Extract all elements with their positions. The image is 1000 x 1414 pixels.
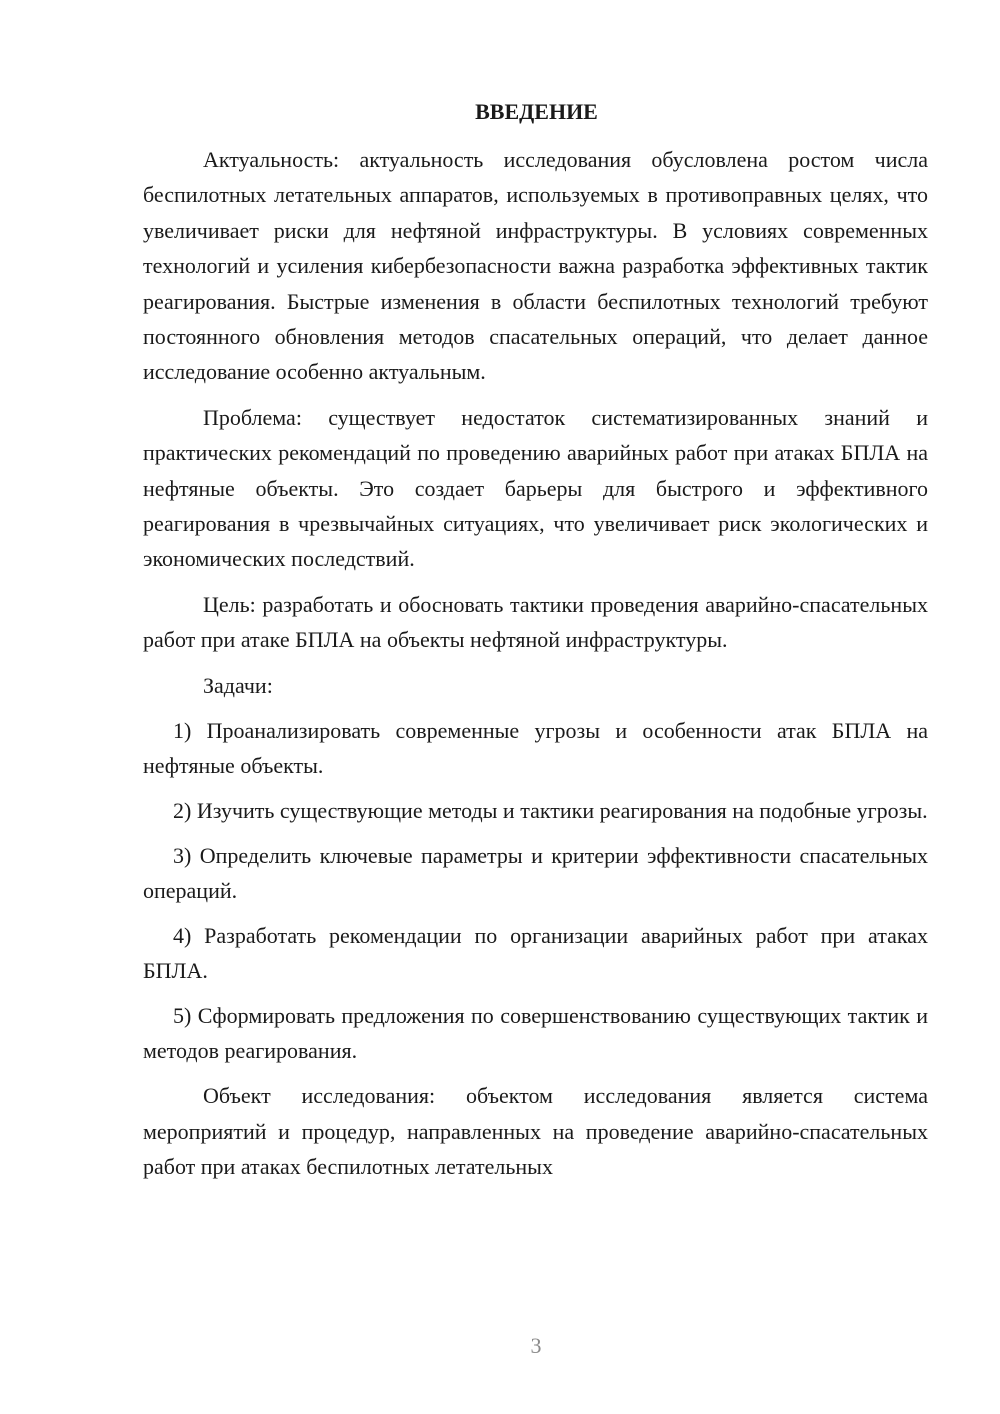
- object-paragraph: Объект исследования: объектом исследования является система мероприятий и процедур, направленных на проведение аварийно-спасательных работ при атаках беспилотных летательных: [143, 1083, 928, 1179]
- goal-paragraph: Цель: разработать и обосновать тактики проведения аварийно-спасательных работ при атаке БПЛА на объекты нефтяной инфраструктуры.: [143, 591, 928, 653]
- problem-paragraph: Проблема: существует недостаток систематизированных знаний и практических рекомендаций по проведению аварийных работ при атаках БПЛА на нефтяные объекты. Это создает барьеры для быстрого и эффективного реагирования в чрезвычайных ситуациях, что увеличивает риск экологических и экономических последствий.: [143, 404, 928, 572]
- page-title: ВВЕДЕНИЕ: [475, 99, 598, 124]
- task-item-1: 1) Проанализировать современные угрозы и особенности атак БПЛА на нефтяные объекты.: [143, 718, 928, 779]
- page-number: 3: [530, 1333, 542, 1358]
- task-item-2: 2) Изучить существующие методы и тактики реагирования на подобные угрозы.: [173, 798, 928, 824]
- task-item-3: 3) Определить ключевые параметры и критерии эффективности спасательных операций.: [143, 843, 928, 904]
- relevance-paragraph: Актуальность: актуальность исследования обусловлена ростом числа беспилотных летательных аппаратов, используемых в противоправных целях, что увеличивает риски для нефтяной инфраструктуры. В условиях современных технологий и усиления кибербезопасности важна разработка эффективных тактик реагирования. Быстрые изменения в области беспилотных технологий требуют постоянного обновления методов спасательных операций, что делает данное исследование особенно актуальным.: [143, 147, 928, 385]
- task-item-4: 4) Разработать рекомендации по организации аварийных работ при атаках БПЛА.: [143, 923, 928, 984]
- task-item-5: 5) Сформировать предложения по совершенствованию существующих тактик и методов реагирования.: [143, 1003, 928, 1064]
- tasks-label: Задачи:: [203, 672, 273, 698]
- page-content: [143, 94, 928, 1184]
